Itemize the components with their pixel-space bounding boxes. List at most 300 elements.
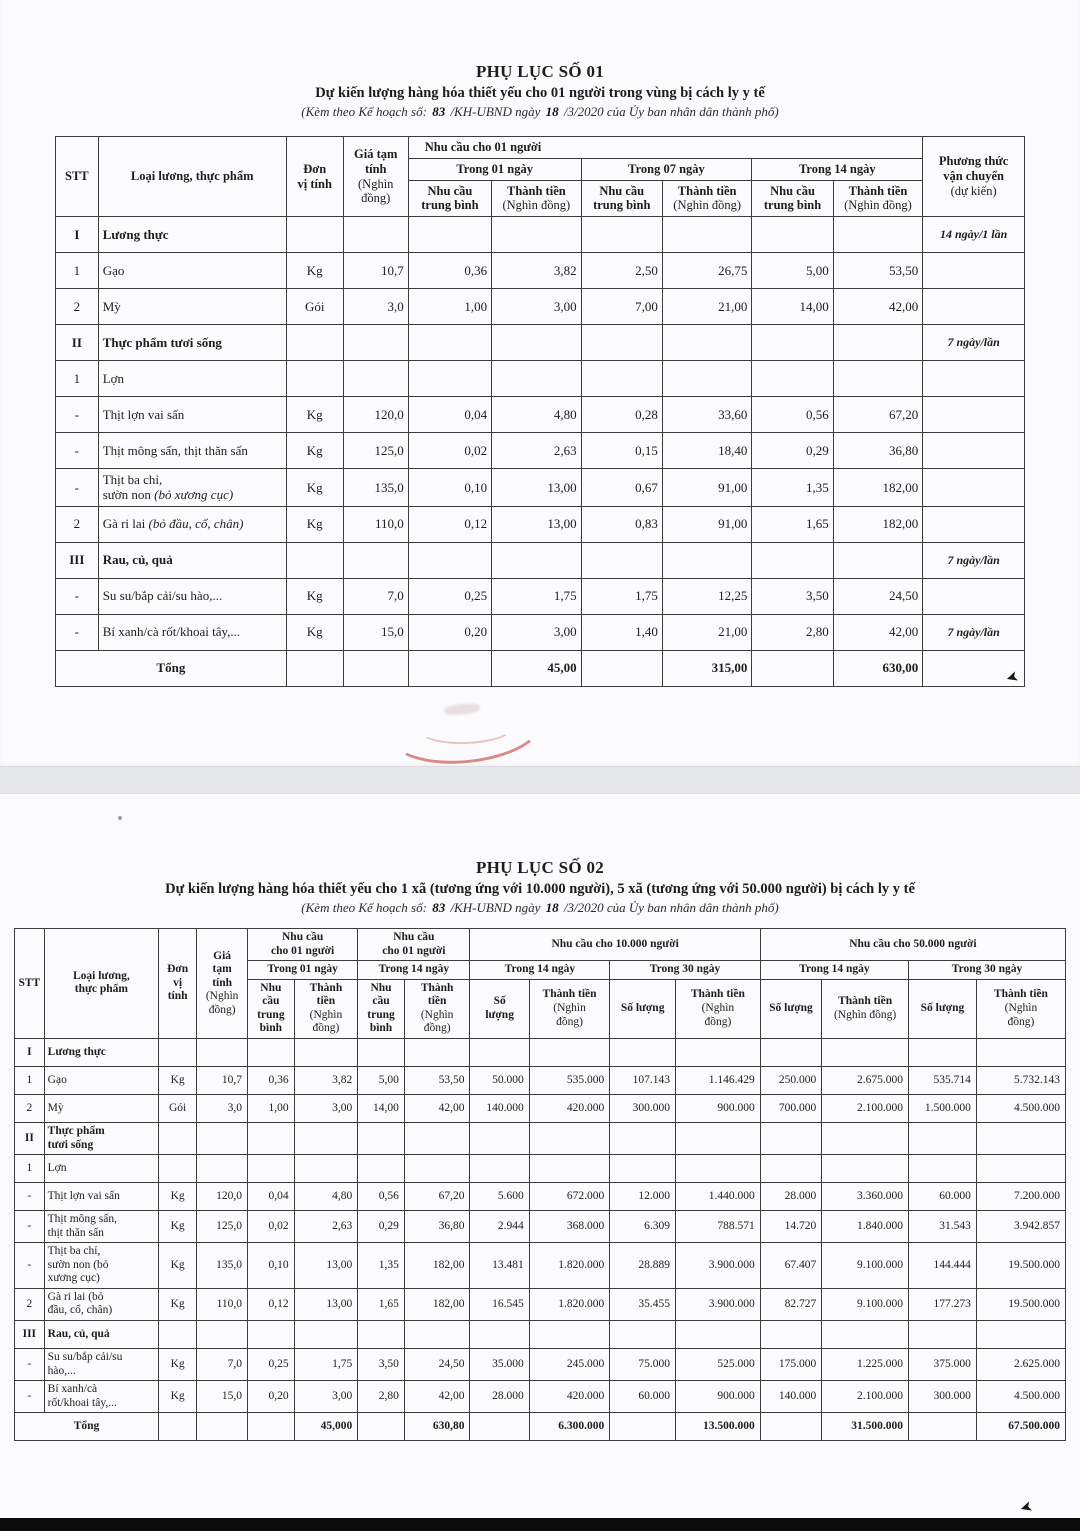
table-row [56, 397, 1025, 433]
cell: Kg [159, 1211, 197, 1243]
cell [923, 506, 1025, 542]
cell [358, 1321, 405, 1349]
cell [492, 325, 581, 361]
cell [358, 1038, 405, 1066]
cell: 4,80 [492, 397, 581, 433]
cell: 1,75 [492, 578, 581, 614]
column-header: Số lượng [760, 979, 821, 1038]
column-header: Số lượng [610, 979, 676, 1038]
column-header: STT [56, 137, 99, 217]
note-text: /KH-UBND ngày [450, 900, 541, 915]
cell: 125,0 [197, 1211, 248, 1243]
handwritten-day: 18 [545, 900, 559, 915]
cell: Rau, củ, quả [44, 1321, 158, 1349]
cell [404, 1321, 470, 1349]
cell [909, 1321, 977, 1349]
cell: 60.000 [909, 1183, 977, 1211]
cell: 140.000 [760, 1381, 821, 1413]
cell [752, 217, 833, 253]
cell: Thịt mông sấn, thịt thăn sấn [44, 1211, 158, 1243]
cell: 1.146.429 [675, 1066, 760, 1094]
cell: 15,0 [197, 1381, 248, 1413]
column-header: Nhu cầu cho 01 người [248, 929, 358, 961]
cell: 3,00 [492, 289, 581, 325]
cell [248, 1038, 295, 1066]
table-row [15, 1038, 1066, 1066]
cell [760, 1122, 821, 1154]
cell [822, 1038, 909, 1066]
cell [492, 217, 581, 253]
cell [923, 433, 1025, 469]
cell: Bí xanh/cà rốt/khoai tây,... [44, 1381, 158, 1413]
column-header: Thành tiền (Nghìn đồng) [976, 979, 1065, 1038]
cell [159, 1321, 197, 1349]
pen-arrow-mark-icon: ➤ [1017, 1498, 1035, 1518]
cell: 0,28 [581, 397, 662, 433]
column-header: Thành tiền (Nghìn đồng) [529, 979, 610, 1038]
cell: 700.000 [760, 1094, 821, 1122]
cell: 1.500.000 [909, 1094, 977, 1122]
cell [294, 1321, 358, 1349]
cell: 7.200.000 [976, 1183, 1065, 1211]
cell: Kg [286, 397, 343, 433]
cell [294, 1038, 358, 1066]
cell [662, 217, 751, 253]
cell: 300.000 [909, 1381, 977, 1413]
cell [408, 361, 491, 397]
cell [286, 361, 343, 397]
cell: 19.500.000 [976, 1288, 1065, 1320]
cell: 33,60 [662, 397, 751, 433]
cell: Lương thực [98, 217, 286, 253]
cell: 67.407 [760, 1243, 821, 1289]
cell [909, 1122, 977, 1154]
cell: - [15, 1183, 45, 1211]
cell: Gạo [44, 1066, 158, 1094]
table-2-container [14, 928, 1066, 1441]
cell: 900.000 [675, 1094, 760, 1122]
column-header: Thành tiền (Nghìn đồng) [833, 180, 923, 217]
cell: 42,00 [833, 614, 923, 650]
column-header: Giá tạm tính (Nghìn đồng) [343, 137, 408, 217]
cell: 15,0 [343, 614, 408, 650]
column-header: Nhu cầu cho 01 người [408, 137, 922, 159]
cell: Bí xanh/cà rốt/khoai tây,... [98, 614, 286, 650]
cell: II [56, 325, 99, 361]
page-note [0, 900, 1080, 916]
cell: 91,00 [662, 506, 751, 542]
table-row [15, 1288, 1066, 1320]
cell: 535.714 [909, 1066, 977, 1094]
column-header: Trong 07 ngày [581, 158, 752, 180]
ink-dot [118, 816, 122, 820]
red-stamp-arc [385, 685, 547, 771]
cell: 91,00 [662, 469, 751, 507]
cell: - [56, 614, 99, 650]
cell: Kg [159, 1349, 197, 1381]
cell: 60.000 [610, 1381, 676, 1413]
cell: 1 [56, 253, 99, 289]
page-subtitle: Dự kiến lượng hàng hóa thiết yếu cho 01 người trong vùng bị cách ly y tế [315, 85, 765, 101]
column-header: Nhu cầu trung bình [752, 180, 833, 217]
cell: Lợn [98, 361, 286, 397]
cell: 13,00 [294, 1288, 358, 1320]
cell: 5.732.143 [976, 1066, 1065, 1094]
cell: 420.000 [529, 1381, 610, 1413]
page-2-title-block [0, 794, 1080, 916]
note-text: /3/2020 của Ủy ban nhân dân thành phố) [563, 104, 779, 119]
cell: 300.000 [610, 1094, 676, 1122]
cell: 13.500.000 [675, 1413, 760, 1441]
cell [197, 1413, 248, 1441]
column-header: Đơn vị tính [286, 137, 343, 217]
cell: 36,80 [404, 1211, 470, 1243]
cell [976, 1038, 1065, 1066]
column-header: Loại lương, thực phẩm [98, 137, 286, 217]
cell: I [15, 1038, 45, 1066]
cell: 525.000 [675, 1349, 760, 1381]
handwritten-number: 83 [432, 900, 446, 915]
cell [752, 650, 833, 686]
cell [581, 542, 662, 578]
cell: 2.625.000 [976, 1349, 1065, 1381]
cell [675, 1321, 760, 1349]
cell [833, 217, 923, 253]
column-header: Nhu cầu cho 10.000 người [470, 929, 760, 961]
cell: 42,00 [833, 289, 923, 325]
cell: 2.100.000 [822, 1094, 909, 1122]
cell: 31.500.000 [822, 1413, 909, 1441]
column-header: Nhu cầu trung bình [358, 979, 405, 1038]
handwritten-day: 18 [545, 104, 559, 119]
cell [833, 361, 923, 397]
cell: 0,12 [248, 1288, 295, 1320]
cell: 1,65 [752, 506, 833, 542]
cell: 6.300.000 [529, 1413, 610, 1441]
cell: Gà ri lai (bỏ đầu, cổ, chân) [44, 1288, 158, 1320]
cell: 182,00 [833, 469, 923, 507]
cell: 0,67 [581, 469, 662, 507]
table-1-container [55, 136, 1025, 687]
cell: - [15, 1381, 45, 1413]
cell: 42,00 [404, 1381, 470, 1413]
cell: 10,7 [343, 253, 408, 289]
cell: 75.000 [610, 1349, 676, 1381]
cell: 1,35 [752, 469, 833, 507]
cell: 175.000 [760, 1349, 821, 1381]
column-header: Thành tiền (Nghìn đồng) [294, 979, 358, 1038]
cell: 42,00 [404, 1094, 470, 1122]
cell [159, 1413, 197, 1441]
cell: 177.273 [909, 1288, 977, 1320]
cell [581, 217, 662, 253]
cell [752, 361, 833, 397]
cell [197, 1038, 248, 1066]
cell: 10,7 [197, 1066, 248, 1094]
cell: 3,50 [358, 1349, 405, 1381]
cell: 53,50 [404, 1066, 470, 1094]
cell [581, 650, 662, 686]
cell: - [56, 469, 99, 507]
cell: 0,04 [248, 1183, 295, 1211]
column-header: Số lượng [470, 979, 529, 1038]
cell [404, 1038, 470, 1066]
column-header: Trong 01 ngày [248, 961, 358, 980]
cell: Kg [286, 506, 343, 542]
table-row [15, 1094, 1066, 1122]
cell [610, 1038, 676, 1066]
cell: 5,00 [752, 253, 833, 289]
cell: 26,75 [662, 253, 751, 289]
table-row [56, 361, 1025, 397]
cell [976, 1122, 1065, 1154]
cell [822, 1155, 909, 1183]
cell: 0,10 [408, 469, 491, 507]
cell [408, 650, 491, 686]
table-row [56, 614, 1025, 650]
cell [662, 542, 751, 578]
cell [909, 1413, 977, 1441]
cell: 24,50 [833, 578, 923, 614]
cell [529, 1038, 610, 1066]
cell: Kg [286, 578, 343, 614]
cell [358, 1413, 405, 1441]
note-text: /KH-UBND ngày [450, 104, 541, 119]
cell: Kg [159, 1288, 197, 1320]
pen-arrow-mark-icon: ➤ [1003, 668, 1021, 688]
cell: 67,20 [404, 1183, 470, 1211]
cell: 2 [56, 289, 99, 325]
cell [294, 1122, 358, 1154]
cell [492, 361, 581, 397]
column-header: Số lượng [909, 979, 977, 1038]
cell: Kg [286, 253, 343, 289]
cell: 2 [15, 1288, 45, 1320]
cell: 67,20 [833, 397, 923, 433]
cell: 2,80 [358, 1381, 405, 1413]
table-row [56, 650, 1025, 686]
cell: 630,80 [404, 1413, 470, 1441]
cell: 14,00 [752, 289, 833, 325]
cell: 0,02 [408, 433, 491, 469]
column-header: Nhu cầu cho 01 người [358, 929, 470, 961]
cell: 2.100.000 [822, 1381, 909, 1413]
cell: 3,00 [294, 1381, 358, 1413]
cell: 2,63 [492, 433, 581, 469]
cell [286, 217, 343, 253]
cell [248, 1122, 295, 1154]
cell: - [56, 433, 99, 469]
cell: 7,00 [581, 289, 662, 325]
cell [492, 542, 581, 578]
cell: 53,50 [833, 253, 923, 289]
cell: 1,00 [248, 1094, 295, 1122]
note-text: (Kèm theo Kế hoạch số: [301, 900, 427, 915]
cell: 0,20 [248, 1381, 295, 1413]
cell: 0,29 [358, 1211, 405, 1243]
cell [408, 217, 491, 253]
cell [470, 1321, 529, 1349]
cell [470, 1038, 529, 1066]
table-row [56, 433, 1025, 469]
cell: 245.000 [529, 1349, 610, 1381]
cell [408, 542, 491, 578]
cell: 28.889 [610, 1243, 676, 1289]
cell: 375.000 [909, 1349, 977, 1381]
column-header: Nhu cầu trung bình [581, 180, 662, 217]
cell: 3.900.000 [675, 1288, 760, 1320]
table-row [15, 1066, 1066, 1094]
cell [358, 1122, 405, 1154]
cell: 110,0 [197, 1288, 248, 1320]
cell: 0,02 [248, 1211, 295, 1243]
cell: 135,0 [197, 1243, 248, 1289]
cell: 6.309 [610, 1211, 676, 1243]
cell [343, 325, 408, 361]
cell: 2,63 [294, 1211, 358, 1243]
cell: 0,83 [581, 506, 662, 542]
table-row [56, 578, 1025, 614]
cell: Kg [159, 1381, 197, 1413]
column-header: Trong 01 ngày [408, 158, 581, 180]
cell: Gói [286, 289, 343, 325]
cell: 2.675.000 [822, 1066, 909, 1094]
cell: 0,12 [408, 506, 491, 542]
cell: Thực phẩm tươi sống [44, 1122, 158, 1154]
cell: 4.500.000 [976, 1094, 1065, 1122]
cell [923, 361, 1025, 397]
appendix-1-table [55, 136, 1025, 687]
cell: 1,75 [581, 578, 662, 614]
table-row [56, 542, 1025, 578]
cell [294, 1155, 358, 1183]
cell: III [15, 1321, 45, 1349]
cell [833, 542, 923, 578]
header-row [15, 929, 1066, 961]
cell: 7,0 [197, 1349, 248, 1381]
page-subtitle: Dự kiến lượng hàng hóa thiết yếu cho 1 xã (tương ứng với 10.000 người), 5 xã (tương ứng với 50.000 người) bị cách ly y tế [165, 881, 915, 897]
cell: 672.000 [529, 1183, 610, 1211]
cell: 3,82 [492, 253, 581, 289]
cell [610, 1321, 676, 1349]
cell [760, 1038, 821, 1066]
table-row [56, 325, 1025, 361]
table-row [56, 469, 1025, 507]
cell: 125,0 [343, 433, 408, 469]
cell: 50.000 [470, 1066, 529, 1094]
cell: Kg [286, 433, 343, 469]
cell: 7 ngày/lần [923, 325, 1025, 361]
cell: 3.942.857 [976, 1211, 1065, 1243]
cell [343, 361, 408, 397]
cell: 1.440.000 [675, 1183, 760, 1211]
page-title: PHỤ LỤC SỐ 01 [475, 62, 605, 81]
cell [822, 1122, 909, 1154]
table-row [15, 1183, 1066, 1211]
cell [662, 325, 751, 361]
cell: 107.143 [610, 1066, 676, 1094]
cell: 315,00 [662, 650, 751, 686]
cell [581, 325, 662, 361]
table-row [56, 506, 1025, 542]
column-header: STT [15, 929, 45, 1039]
cell [752, 542, 833, 578]
column-header: Nhu cầu trung bình [408, 180, 491, 217]
cell: 45,000 [294, 1413, 358, 1441]
cell: 4,80 [294, 1183, 358, 1211]
cell: 368.000 [529, 1211, 610, 1243]
cell: Kg [286, 469, 343, 507]
cell: 13,00 [492, 469, 581, 507]
page-note [0, 104, 1080, 120]
note-text: /3/2020 của Ủy ban nhân dân thành phố) [563, 900, 779, 915]
cell [923, 397, 1025, 433]
cell [343, 542, 408, 578]
cell [675, 1038, 760, 1066]
cell: 13.481 [470, 1243, 529, 1289]
bottom-scan-band [0, 1518, 1080, 1531]
cell: 14 ngày/1 lần [923, 217, 1025, 253]
cell [662, 361, 751, 397]
handwritten-number: 83 [432, 104, 446, 119]
cell [760, 1321, 821, 1349]
cell: 35.455 [610, 1288, 676, 1320]
cell: 24,50 [404, 1349, 470, 1381]
column-header: Thành tiền (Nghìn đồng) [675, 979, 760, 1038]
cell: 31.543 [909, 1211, 977, 1243]
column-header: Trong 14 ngày [358, 961, 470, 980]
header-row [56, 137, 1025, 159]
cell [159, 1038, 197, 1066]
page-1-title-block [0, 0, 1080, 120]
cell: 0,25 [408, 578, 491, 614]
cell: 3,00 [294, 1094, 358, 1122]
cell: 0,56 [358, 1183, 405, 1211]
cell: 1,75 [294, 1349, 358, 1381]
cell: 182,00 [404, 1243, 470, 1289]
cell [752, 325, 833, 361]
cell [286, 650, 343, 686]
column-header: Nhu cầu cho 50.000 người [760, 929, 1065, 961]
cell: 67.500.000 [976, 1413, 1065, 1441]
table-row [15, 1211, 1066, 1243]
cell: 45,00 [492, 650, 581, 686]
cell: Thịt ba chỉ, sườn non (bỏ xương cục) [44, 1243, 158, 1289]
cell: 1,65 [358, 1288, 405, 1320]
cell: Lương thực [44, 1038, 158, 1066]
cell: Mỳ [98, 289, 286, 325]
cell: 630,00 [833, 650, 923, 686]
cell: 2.944 [470, 1211, 529, 1243]
table-row [56, 289, 1025, 325]
cell: 0,04 [408, 397, 491, 433]
cell: 9.100.000 [822, 1288, 909, 1320]
cell: 13,00 [294, 1243, 358, 1289]
cell: 420.000 [529, 1094, 610, 1122]
cell: Thịt ba chỉ, sườn non (bỏ xương cục) [98, 469, 286, 507]
column-header: Giá tạm tính (Nghìn đồng) [197, 929, 248, 1039]
cell: 12,25 [662, 578, 751, 614]
page-title: PHỤ LỤC SỐ 02 [475, 858, 605, 877]
cell: 0,15 [581, 433, 662, 469]
cell: 1,00 [408, 289, 491, 325]
cell: 2,80 [752, 614, 833, 650]
column-header: Trong 30 ngày [909, 961, 1066, 980]
cell: 4.500.000 [976, 1381, 1065, 1413]
cell: 21,00 [662, 614, 751, 650]
column-header: Đơn vị tính [159, 929, 197, 1039]
cell: 2 [56, 506, 99, 542]
